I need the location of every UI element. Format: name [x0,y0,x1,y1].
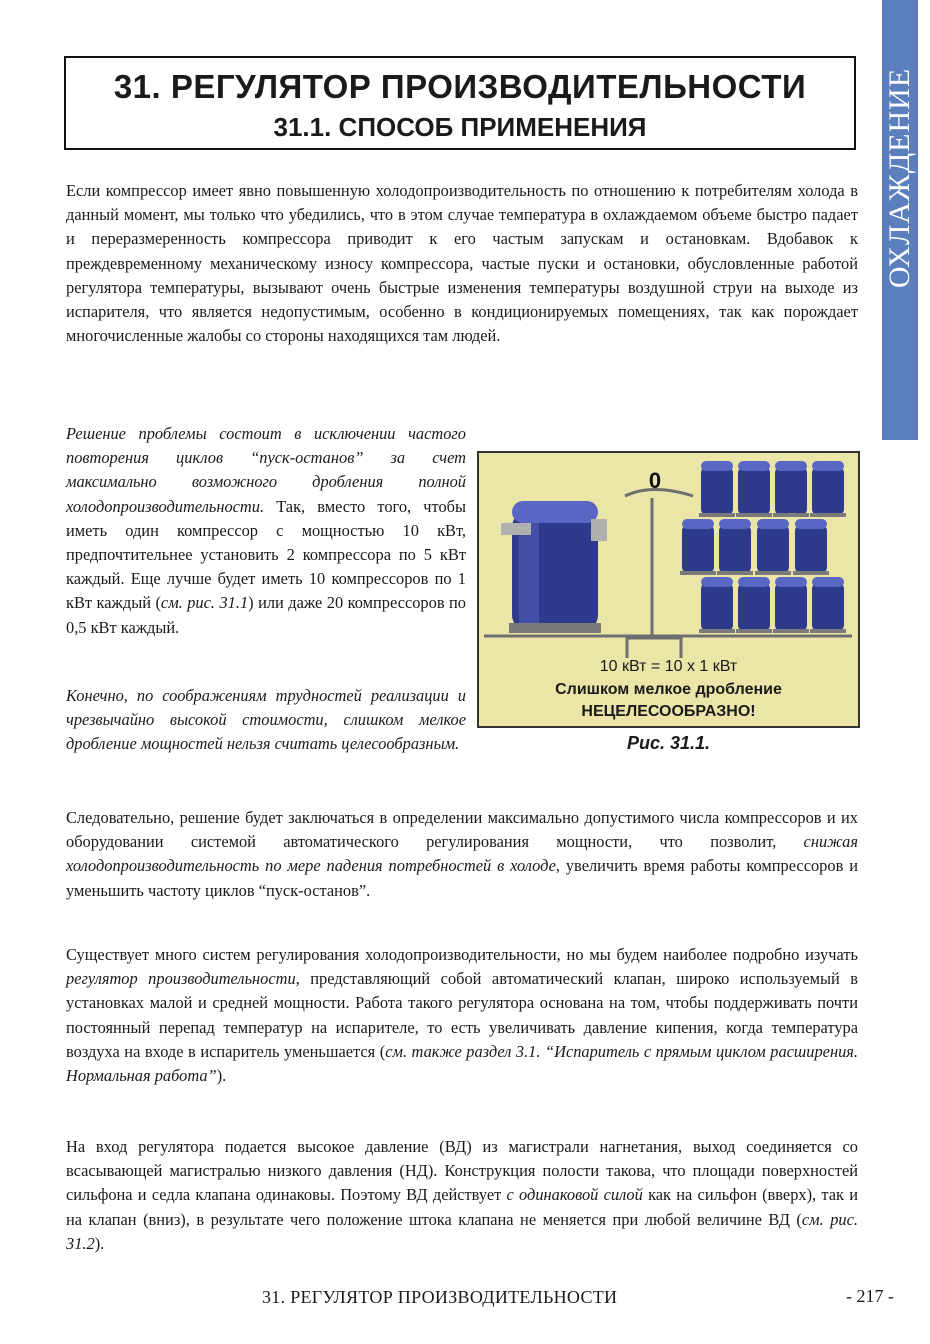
systems-paragraph [66,943,858,1088]
small-compressor-base [680,571,716,575]
small-compressor-body [682,525,714,573]
figure-31-1 [477,451,860,728]
small-compressor-top [701,461,733,471]
small-compressor [699,577,735,633]
solution-text-b: ) или даже 20 компрессоров по 0,5 кВт каждый. [66,593,467,637]
large-compressor-fitting-right [591,519,607,541]
design-reference: см. рис. 31.2 [66,1209,858,1253]
solution-emphasis: Решение проблемы состоит в исключении частого повторения циклов “пуск-останов” за счет максимально возможного дробления полной холодопроизводительности. [66,424,466,516]
small-compressor [810,577,846,633]
conclusion-emphasis: снижая холодопроизводительность по мере падения потребностей в холоде [66,832,858,876]
small-compressor-base [810,629,846,633]
design-emphasis: с одинаковой силой [506,1185,643,1205]
small-compressor-body [775,583,807,631]
small-compressor-base [793,571,829,575]
small-compressor [717,519,753,575]
page-number: - 217 - [846,1286,894,1306]
scale-zero-label: 0 [648,468,662,493]
section-tab-label: ОХЛАЖДЕНИЕ [883,67,916,289]
small-compressor [755,519,791,575]
small-compressor-top [775,577,807,587]
section-title: 31.1. СПОСОБ ПРИМЕНЕНИЯ [273,112,647,142]
small-compressor-base [773,629,809,633]
cost-paragraph [66,684,466,757]
bottom-pipe [627,638,681,658]
systems-text-c: ). [216,1066,227,1086]
small-compressor-top [812,577,844,587]
small-compressor-base [810,513,846,517]
small-compressor-body [738,583,770,631]
small-compressor-top [757,519,789,529]
small-compressor-top [738,461,770,471]
solution-paragraph [66,422,466,640]
small-compressor-body [757,525,789,573]
small-compressor-top [795,519,827,529]
small-compressor-body [738,467,770,515]
small-compressor-base [736,629,772,633]
chapter-title-box [64,56,856,150]
small-compressor-body [795,525,827,573]
design-text-c: ). [94,1233,105,1253]
intro-paragraph: Если компрессор имеет явно повышенную холодопроизводительность по отношению к потребителям холода в данный момент, мы только что убедились, что в этом случае температура в охлаждаемом объеме быстро падает и переразмеренность компрессора приводит к его частым запускам и остановкам. Вдобавок к преждевременному механическому износу компрессора, частые пуски и остановки, обусловленные работой регулятора температуры, вызывают очень быстрые изменения температуры воздушной струи на выходе из испарителя, что является недопустимым, особенно в кондиционируемых помещениях, так как порождает многочисленные жалобы со стороны находящихся там людей. [66,181,858,346]
solution-text-a: Так, вместо того, чтобы иметь один компрессор с мощностью 10 кВт, предпочтительнее установить 2 компрессора по 5 кВт каждый. Еще лучше будет иметь 10 компрессоров по 1 кВт каждый ( [66,496,466,613]
small-compressor [773,461,809,517]
small-compressor [680,519,716,575]
systems-text-b: , представляющий собой автоматический клапан, широко используемый в установках малой и средней мощности. Работа такого регулятора основана на том, чтобы поддерживать почти постоянный перепад температур на испарителе, то есть увеличивать давление кипения, когда температура воздуха на входе в испаритель уменьшается ( [66,969,858,1061]
chapter-title: 31. РЕГУЛЯТОР ПРОИЗВОДИТЕЛЬНОСТИ [113,68,807,105]
figure-reference: см. рис. 31.1 [160,593,249,613]
small-compressor-body [775,467,807,515]
small-compressor-top [812,461,844,471]
conclusion-text-b: , увеличить время работы компрессоров и уменьшить частоту циклов “пуск-останов”. [66,856,858,900]
small-compressor-base [699,513,735,517]
small-compressor [699,461,735,517]
small-compressor-body [719,525,751,573]
figure-caption: Рис. 31.1. [626,733,711,753]
small-compressor-top [738,577,770,587]
small-compressors [680,461,846,633]
small-compressor-base [773,513,809,517]
systems-reference: см. также раздел 3.1. “Испаритель с прямым циклом расширения. Нормальная работа” [66,1041,859,1086]
large-compressor-top [512,501,598,523]
design-text-a: На вход регулятора подается высокое давление (ВД) из магистрали нагнетания, выход соединяется со всасывающей магистралью низкого давления (НД). Конструкция полости такова, что площади поверхностей сильфона и седла клапана одинаковы. Поэтому ВД действует [66,1137,858,1205]
figure-equation: 10 кВт = 10 х 1 кВт [599,658,738,675]
small-compressor [793,519,829,575]
systems-text-a: Существует много систем регулирования холодопроизводительности, но мы будем наиболее подробно изучать [66,945,858,964]
small-compressor-body [701,467,733,515]
systems-emphasis: регулятор производительности [66,969,296,989]
cost-emphasis: Конечно, по соображениям трудностей реализации и чрезвычайно высокой стоимости, слишком мелкое дробление мощностей нельзя считать целесообразным. [66,686,466,754]
design-paragraph [66,1135,858,1256]
small-compressor-base [755,571,791,575]
small-compressor [773,577,809,633]
figure-verdict: НЕЦЕЛЕСООБРАЗНО! [581,703,756,720]
small-compressor-base [699,629,735,633]
section-tab [882,0,918,440]
small-compressor [810,461,846,517]
design-text-b: как на сильфон (вверх), так и на клапан (вниз), в результате чего положение штока клапана не меняется при любой величине ВД ( [66,1185,859,1229]
conclusion-text-a: Следовательно, решение будет заключаться в определении максимально допустимого числа компрессоров и их оборудовании системой автоматического регулирования мощности, что позволит, [66,808,858,852]
running-footer: 31. РЕГУЛЯТОР ПРОИЗВОДИТЕЛЬНОСТИ [262,1287,618,1307]
small-compressor-base [717,571,753,575]
large-compressor-base [509,623,601,633]
small-compressor-top [682,519,714,529]
small-compressor [736,461,772,517]
small-compressor-base [736,513,772,517]
small-compressor-top [719,519,751,529]
conclusion-paragraph [66,806,858,903]
small-compressor-top [701,577,733,587]
large-compressor-shine [519,523,539,623]
large-compressor [501,501,607,633]
small-compressor-top [775,461,807,471]
small-compressor-body [812,583,844,631]
small-compressor-body [812,467,844,515]
figure-note: Слишком мелкое дробление [555,681,782,698]
large-compressor-fitting-left [501,523,531,535]
small-compressor [736,577,772,633]
small-compressor-body [701,583,733,631]
